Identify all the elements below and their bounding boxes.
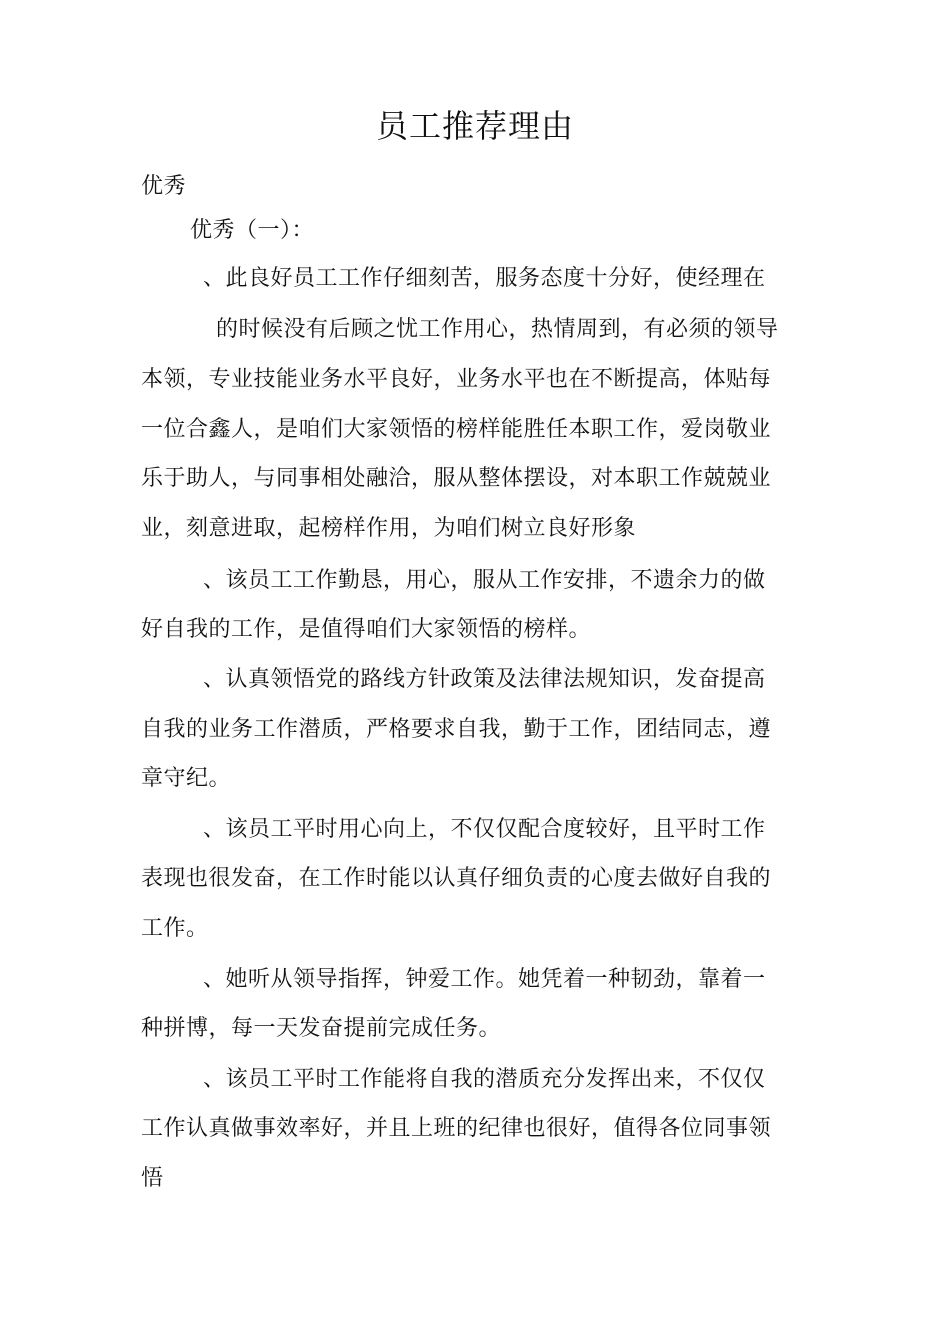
paragraph-line: 工作。: [141, 916, 209, 941]
paragraph-line: 、她听从领导指挥，钟爱工作。她凭着一种韧劲，靠着一: [203, 967, 766, 992]
paragraph-line: 、该员工平时用心向上，不仅仅配合度较好，且平时工作: [203, 817, 766, 842]
paragraph-line: 、该员工工作勤恳，用心，服从工作安排，不遗余力的做: [203, 568, 766, 593]
paragraph-line: 、此良好员工工作仔细刻苦，服务态度十分好，使经理在: [203, 266, 766, 291]
paragraph-line: 、认真领悟党的路线方针政策及法律法规知识，发奋提高: [203, 667, 766, 692]
paragraph-line: 好自我的工作，是值得咱们大家领悟的榜样。: [141, 617, 592, 642]
paragraph-line: 工作认真做事效率好，并且上班的纪律也很好，值得各位同事领: [141, 1116, 772, 1141]
paragraph-line: 悟: [141, 1166, 164, 1191]
paragraph-line: 本领，专业技能业务水平良好，业务水平也在不断提高，体贴每: [141, 367, 772, 392]
subsection-heading: 优秀（一）：: [190, 218, 315, 243]
paragraph-line: 自我的业务工作潜质，严格要求自我，勤于工作，团结同志，遵: [141, 717, 772, 742]
paragraph-line: 业，刻意进取，起榜样作用，为咱们树立良好形象: [141, 516, 637, 541]
paragraph-line: 表现也很发奋，在工作时能以认真仔细负责的心度去做好自我的: [141, 866, 772, 891]
paragraph-line: 、该员工平时工作能将自我的潜质充分发挥出来，不仅仅: [203, 1067, 766, 1092]
paragraph-line: 的时候没有后顾之忧工作用心，热情周到，有必须的领导: [216, 317, 779, 342]
paragraph-line: 种拼博，每一天发奋提前完成任务。: [141, 1016, 502, 1041]
document-title: 员工推荐理由: [375, 107, 574, 145]
paragraph-line: 乐于助人，与同事相处融洽，服从整体摆设，对本职工作兢兢业: [141, 466, 772, 491]
section-heading: 优秀: [141, 174, 187, 199]
paragraph-line: 章守纪。: [141, 766, 232, 791]
paragraph-line: 一位合鑫人，是咱们大家领悟的榜样能胜任本职工作，爱岗敬业: [141, 417, 772, 442]
